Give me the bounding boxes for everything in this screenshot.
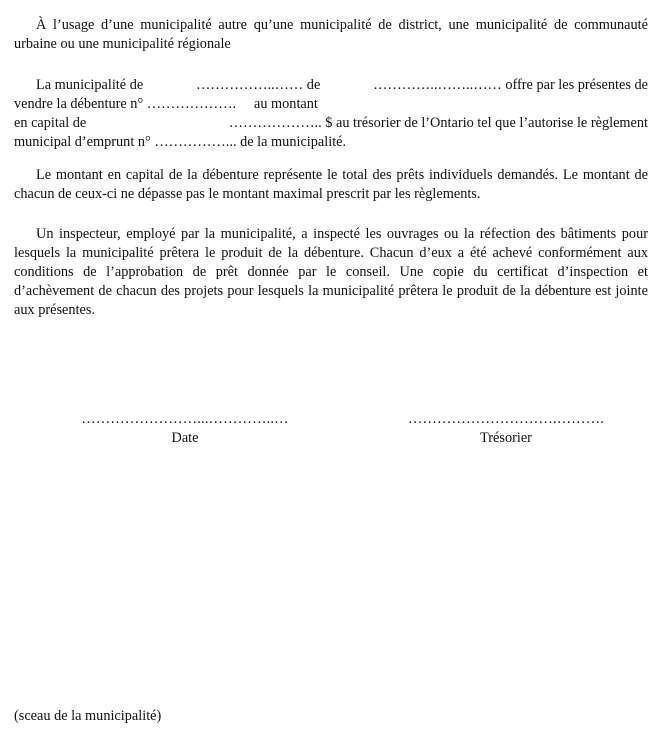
municipality-label: La municipalité de — [36, 77, 144, 93]
offer-line-2: vendre la débenture n° ………………. au montant — [14, 96, 318, 112]
tresorier-label: Trésorier — [480, 430, 532, 446]
municipal-seal-label: (sceau de la municipalité) — [14, 708, 162, 724]
tresorier-signature-block — [406, 410, 606, 448]
capital-total-paragraph: Le montant en capital de la débenture représente le total des prêts individuels demandés. Le montant de chacun de ceux-ci ne dépasse pas le montant maximal prescrit par les règlements. — [14, 167, 648, 202]
capital-amount-phrase: ……………….. $ au trésorier de l’Ontario tel que l’autorise le règlement — [228, 115, 648, 131]
offer-paragraph — [14, 76, 648, 152]
tresorier-signature-line: ………………………….………. — [407, 411, 604, 427]
date-signature-block — [80, 410, 290, 448]
capital-label: en capital de — [14, 115, 87, 131]
inspection-paragraph: Un inspecteur, employé par la municipalité, a inspecté les ouvrages ou la réfection des bâtiments pour lesquels la municipalité prêtera le produit de la débenture. Chacun d’eux a été achevé conformément aux conditions de l’approbation de prêt donnée par le conseil. Une copie du certificat d’inspection et d’achèvement de chacun des projets pour lesquels la municipalité prêtera le produit de la débenture est jointe aux présentes. — [14, 226, 648, 318]
offer-phrase: …………..……..…… offre par les présentes de — [373, 77, 648, 93]
offer-line-1 — [14, 76, 648, 95]
offer-line-3 — [14, 114, 648, 133]
date-signature-line: ……………………...…………..… — [81, 411, 289, 427]
date-label: Date — [171, 430, 199, 446]
offer-line-4: municipal d’emprunt n° ……………... de la municipalité. — [14, 134, 347, 150]
usage-note-paragraph: À l’usage d’une municipalité autre qu’une municipalité de district, une municipalité de communauté urbaine ou une municipalité régionale — [14, 17, 648, 52]
municipality-blank: ……………..…… de — [196, 77, 321, 93]
